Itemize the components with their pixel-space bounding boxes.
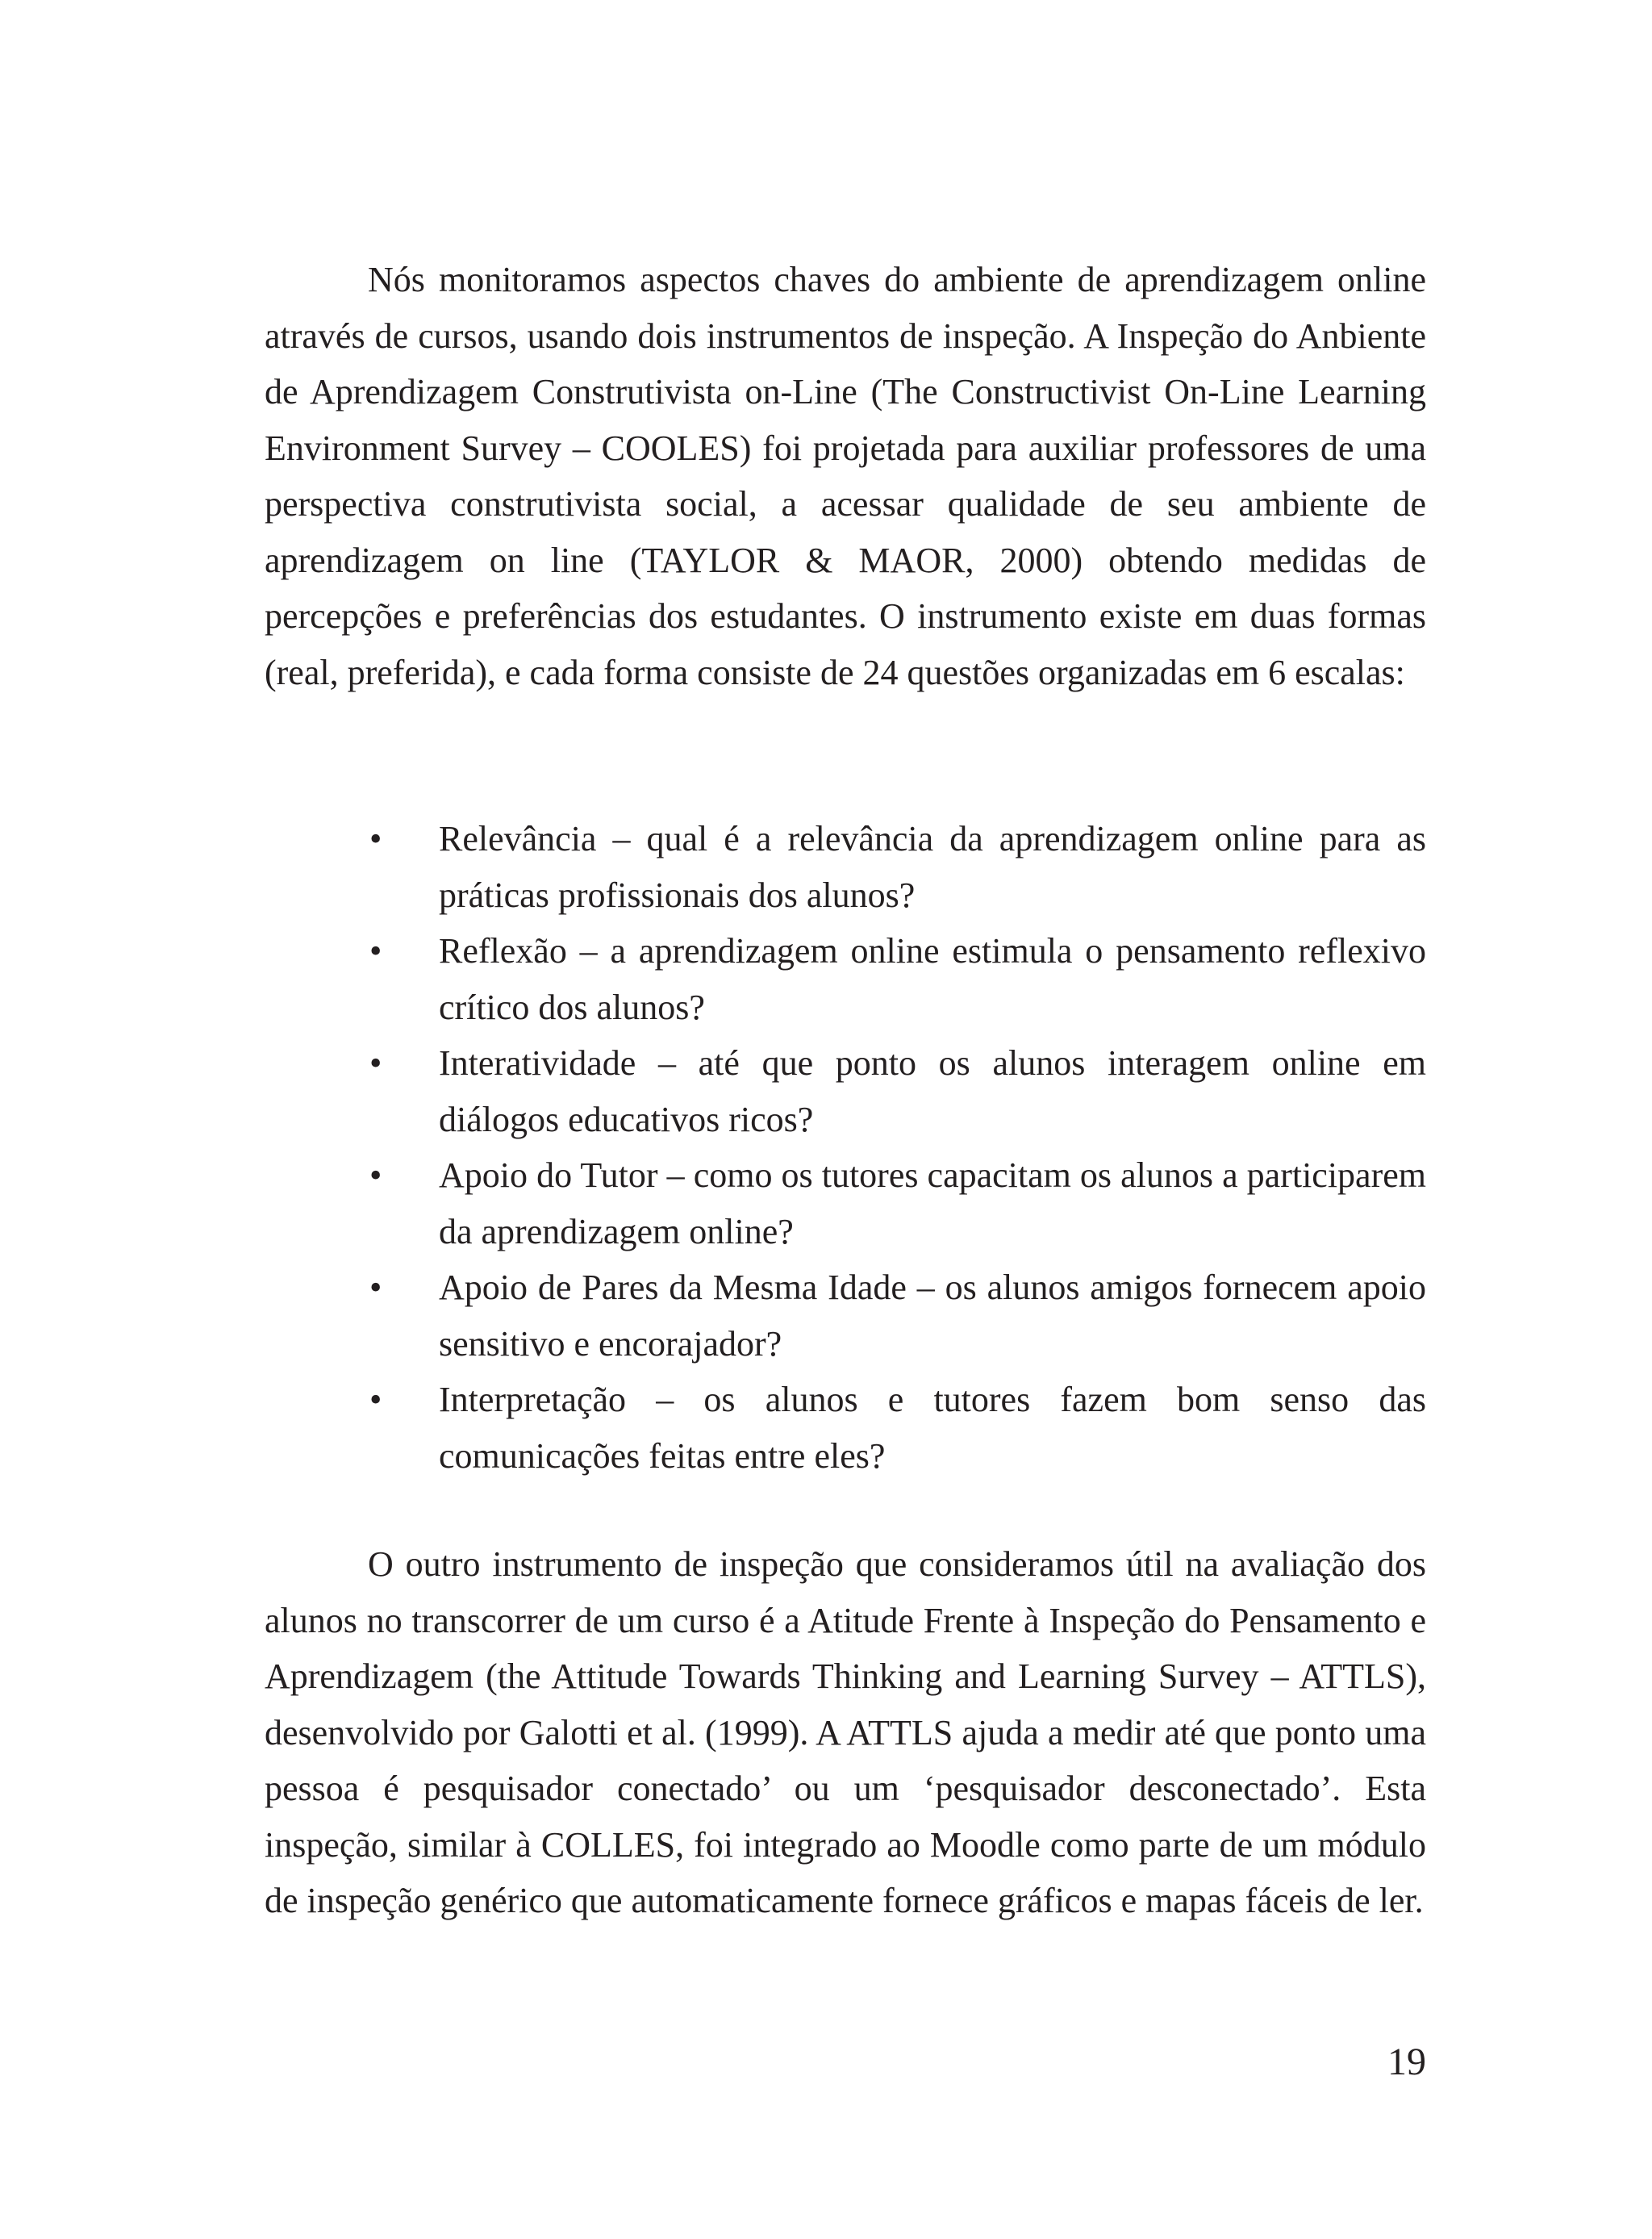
intro-paragraph: Nós monitoramos aspectos chaves do ambiente de aprendizagem online através de cursos, usando dois instrumentos de inspeção. A Inspeção do Anbiente de Aprendizagem Construtivista on-Line (The Constructivist On-Line Learning Environment Survey – COOLES) foi projetada para auxiliar professores de uma perspectiva construtivista social, a acessar qualidade de seu ambiente de aprendizagem on line (TAYLOR & MAOR, 2000) obtendo medidas de percepções e preferências dos estudantes. O instrumento existe em duas formas (real, preferida), e cada forma consiste de 24 questões organizadas em 6 escalas:	[265, 260, 1426, 692]
bullet-icon: •	[369, 1380, 382, 1419]
scales-list	[265, 811, 1426, 1484]
list-item	[265, 1147, 1426, 1259]
bullet-icon: •	[369, 931, 382, 971]
list-item-text: Interpretação – os alunos e tutores fazem bom senso das comunicações feitas entre eles?	[439, 1380, 1426, 1476]
closing-paragraph-block	[265, 1536, 1426, 1929]
list-item	[265, 1372, 1426, 1484]
bullet-icon: •	[369, 1155, 382, 1195]
list-item-text: Apoio do Tutor – como os tutores capacitam os alunos a participarem da aprendizagem online?	[439, 1155, 1426, 1251]
bullet-icon: •	[369, 1268, 382, 1307]
list-item	[265, 1259, 1426, 1372]
list-item	[265, 1035, 1426, 1147]
list-item-text: Reflexão – a aprendizagem online estimula o pensamento reflexivo crítico dos alunos?	[439, 931, 1426, 1027]
list-item	[265, 923, 1426, 1035]
intro-paragraph-block	[265, 252, 1426, 700]
bullet-icon: •	[369, 819, 382, 858]
list-item-text: Relevância – qual é a relevância da aprendizagem online para as práticas profissionais dos alunos?	[439, 819, 1426, 915]
bullet-icon: •	[369, 1043, 382, 1083]
list-item	[265, 811, 1426, 923]
list-item-text: Interatividade – até que ponto os alunos interagem online em diálogos educativos ricos?	[439, 1043, 1426, 1139]
list-item-text: Apoio de Pares da Mesma Idade – os alunos amigos fornecem apoio sensitivo e encorajador?	[439, 1268, 1426, 1364]
closing-paragraph: O outro instrumento de inspeção que consideramos útil na avaliação dos alunos no transcorrer de um curso é a Atitude Frente à Inspeção do Pensamento e Aprendizagem (the Attitude Towards Thinking and Learning Survey – ATTLS), desenvolvido por Galotti et al. (1999). A ATTLS ajuda a medir até que ponto uma pessoa é pesquisador conectado’ ou um ‘pesquisador desconectado’. Esta inspeção, similar à COLLES, foi integrado ao Moodle como parte de um módulo de inspeção genérico que automaticamente fornece gráficos e mapas fáceis de ler.	[265, 1544, 1426, 1920]
page-number: 19	[1387, 2041, 1426, 2083]
